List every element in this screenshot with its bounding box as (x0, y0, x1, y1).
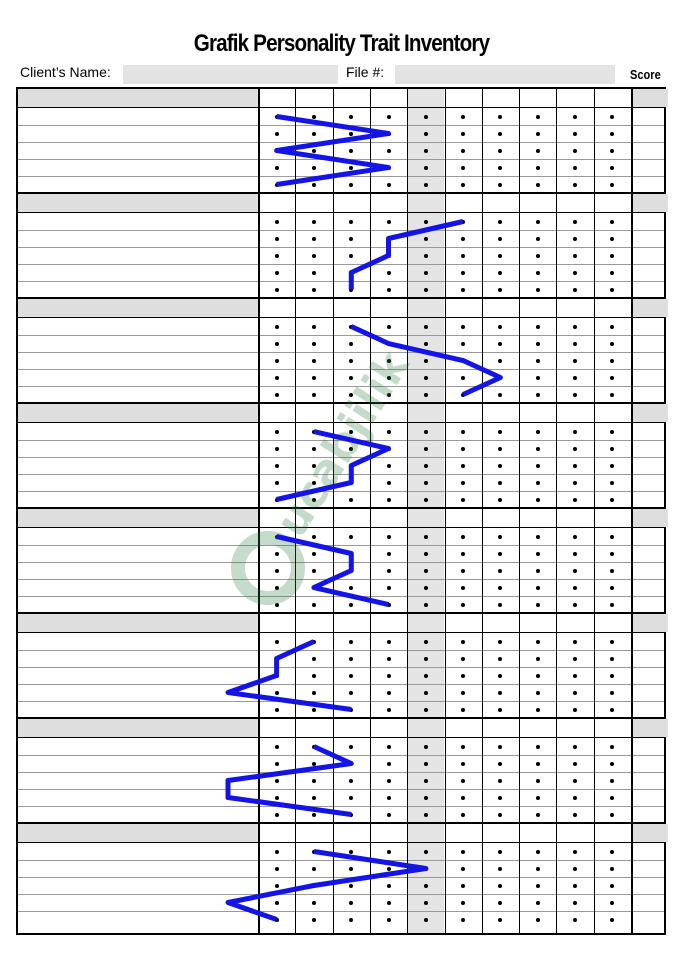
watermark-logo (238, 341, 421, 598)
score-marker-line (228, 642, 351, 710)
score-marker-line (351, 222, 463, 290)
page-title: Grafik Personality Trait Inventory (193, 30, 490, 57)
score-marker-line (228, 747, 351, 815)
score-marker-line (228, 852, 426, 920)
watermark-group (238, 341, 421, 598)
score-marker-line (277, 117, 389, 185)
watermark-circle (238, 538, 298, 598)
score-column-header: Score (630, 67, 661, 82)
watermark-text: ucabjilik (266, 342, 420, 546)
client-name-label: Client’s Name: (20, 64, 111, 80)
file-number-label: File #: (346, 64, 385, 80)
